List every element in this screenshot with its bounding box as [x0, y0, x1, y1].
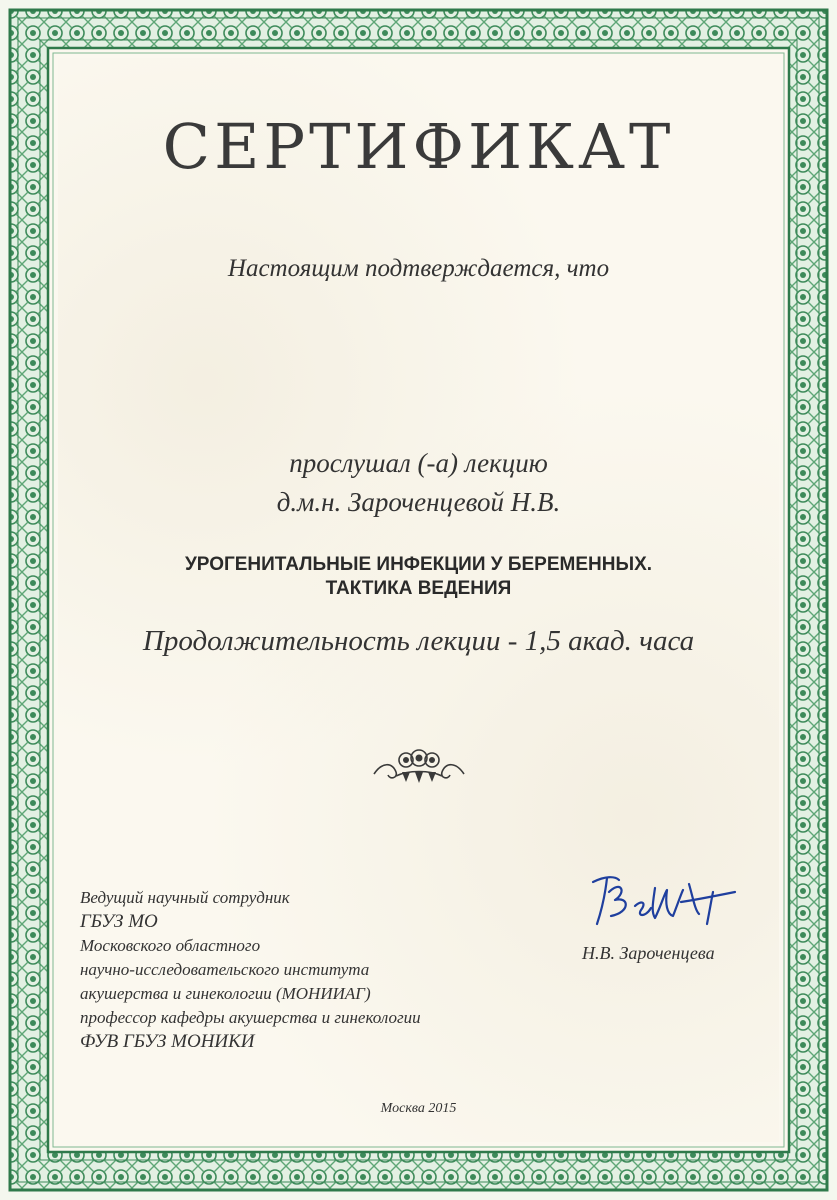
listened-text: прослушал (-а) лекцию: [289, 448, 548, 478]
city-year: Москва 2015: [380, 1101, 457, 1116]
position-line: Московского областного: [80, 936, 261, 955]
position-line: Ведущий научный сотрудник: [80, 888, 290, 907]
lecturer-text: д.м.н. Зароченцевой Н.В.: [276, 487, 561, 517]
topic-line-1: УРОГЕНИТАЛЬНЫЕ ИНФЕКЦИИ У БЕРЕМЕННЫХ.: [184, 554, 653, 575]
handwritten-signature: [585, 862, 745, 942]
confirmation-text: Настоящим подтверждается, что: [227, 255, 610, 282]
lecture-topic: [0, 553, 837, 601]
position-line: ФУВ ГБУЗ МОНИКИ: [80, 1031, 255, 1052]
lecture-duration: Продолжительность лекции - 1,5 акад. часа: [142, 625, 695, 657]
position-line: профессор кафедры акушерства и гинекологии: [80, 1008, 421, 1027]
signer-name: Н.В. Зароченцева: [582, 943, 715, 963]
position-line: акушерства и гинекологии (МОНИИАГ): [80, 984, 371, 1003]
topic-line-2: ТАКТИКА ВЕДЕНИЯ: [325, 578, 512, 599]
position-line: научно-исследовательского института: [80, 960, 370, 979]
position-line: ГБУЗ МО: [80, 911, 158, 932]
signatory-positions: [80, 886, 520, 1054]
floral-ornament-icon: [372, 748, 466, 784]
certificate-title: СЕРТИФИКАТ: [162, 110, 675, 183]
